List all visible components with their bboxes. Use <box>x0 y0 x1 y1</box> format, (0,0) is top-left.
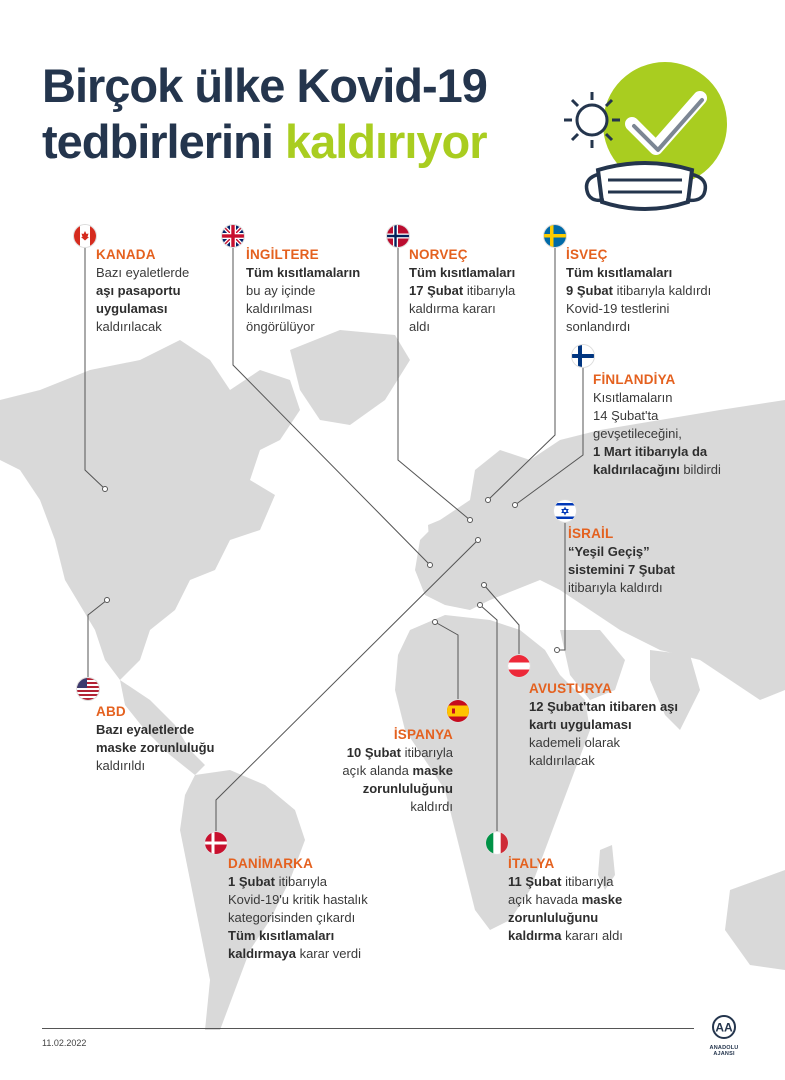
info-line: “Yeşil Geçiş” <box>568 544 650 559</box>
country-block-ispanya <box>300 726 453 816</box>
info-line: kaldırılacak <box>529 753 595 768</box>
info-line: Tüm kısıtlamaları <box>409 265 516 280</box>
uk-flag-icon <box>222 225 244 247</box>
info-line: kaldırıldı <box>96 758 146 773</box>
info-line: Kovid-19 testlerini <box>566 301 670 316</box>
info-line: sistemini 7 Şubat <box>568 562 675 577</box>
italy-flag-icon <box>486 832 508 854</box>
info-line: itibarıyla kaldırdı <box>568 580 663 595</box>
country-name: NORVEÇ <box>409 247 468 262</box>
country-block-finlandiya <box>593 371 721 479</box>
info-line: kademeli olarak <box>529 735 621 750</box>
info-line: 12 Şubat'tan itibaren aşı <box>529 699 679 714</box>
info-line: kategorisinden çıkardı <box>228 910 356 925</box>
info-line: Kovid-19'u kritik hastalık <box>228 892 368 907</box>
info-line: 10 Şubat itibarıyla <box>346 745 453 760</box>
info-line: Bazı eyaletlerde <box>96 265 190 280</box>
country-name: İNGİLTERE <box>246 247 319 262</box>
austria-flag-icon <box>508 655 530 677</box>
info-line: Kısıtlamaların <box>593 390 673 405</box>
info-line: 1 Şubat itibarıyla <box>228 874 328 889</box>
title-line-2 <box>42 114 487 170</box>
logo-letters: AA <box>715 1020 733 1035</box>
country-name: AVUSTURYA <box>529 681 613 696</box>
country-name: KANADA <box>96 247 156 262</box>
info-line: aldı <box>409 319 430 334</box>
country-block-israil <box>568 525 675 597</box>
title-line-1: Birçok ülke Kovid-19 <box>42 59 487 112</box>
sweden-flag-icon <box>544 225 566 247</box>
country-name: DANİMARKA <box>228 856 314 871</box>
country-name: İSRAİL <box>568 526 614 541</box>
country-block-norvec <box>409 246 515 336</box>
finland-flag-icon <box>572 345 594 367</box>
info-line: 9 Şubat itibarıyla kaldırdı <box>566 283 712 298</box>
country-name: ABD <box>96 704 126 719</box>
agency-logo <box>700 1015 748 1057</box>
country-block-avusturya <box>529 680 678 770</box>
info-line: Tüm kısıtlamaları <box>228 928 335 943</box>
country-name: İTALYA <box>508 856 555 871</box>
info-line: 1 Mart itibarıyla da <box>593 444 708 459</box>
info-line: kaldırılacağını bildirdi <box>593 462 721 477</box>
title-line-2-text: tedbirlerini <box>42 115 285 168</box>
country-block-abd <box>96 703 214 775</box>
info-line: maske zorunluluğu <box>96 740 215 755</box>
info-line: kartı uygulaması <box>529 717 632 732</box>
info-line: Bazı eyaletlerde <box>96 722 195 737</box>
country-block-isvec <box>566 246 711 336</box>
country-block-danimarka <box>228 855 368 963</box>
check-mask-virus-icon <box>560 52 740 222</box>
agency-name: ANADOLU AJANSI <box>709 1045 739 1057</box>
israel-flag-icon <box>554 500 576 522</box>
info-line: Tüm kısıtlamaların <box>246 265 361 280</box>
country-name: İSVEÇ <box>566 247 608 262</box>
info-line: aşı pasaportu <box>96 283 181 298</box>
info-line: zorunluluğunu <box>362 781 453 796</box>
usa-flag-icon <box>77 678 99 700</box>
spain-flag-icon <box>447 700 469 722</box>
country-block-kanada <box>96 246 189 336</box>
info-line: 11 Şubat itibarıyla <box>508 874 614 889</box>
canada-flag-icon <box>74 225 96 247</box>
info-line: kaldırmaya karar verdi <box>228 946 361 961</box>
info-line: gevşetileceğini, <box>593 426 682 441</box>
denmark-flag-icon <box>205 832 227 854</box>
publish-date: 11.02.2022 <box>42 1038 87 1048</box>
norway-flag-icon <box>387 225 409 247</box>
info-line: öngörülüyor <box>246 319 315 334</box>
info-line: zorunluluğunu <box>508 910 599 925</box>
aa-logo-icon <box>709 1015 739 1039</box>
info-line: 17 Şubat itibarıyla <box>409 283 516 298</box>
country-block-italya <box>508 855 623 945</box>
info-line: kaldırdı <box>410 799 453 814</box>
info-line: kaldırma kararı aldı <box>508 928 623 943</box>
info-line: kaldırılması <box>246 301 313 316</box>
country-name: FİNLANDİYA <box>593 372 676 387</box>
info-line: kaldırılacak <box>96 319 162 334</box>
info-line: 14 Şubat'ta <box>593 408 659 423</box>
country-block-ingiltere <box>246 246 360 336</box>
info-line: açık alanda maske <box>342 763 453 778</box>
info-line: Tüm kısıtlamaları <box>566 265 673 280</box>
country-name: İSPANYA <box>393 727 453 742</box>
info-line: sonlandırdı <box>566 319 631 334</box>
info-line: bu ay içinde <box>246 283 316 298</box>
title-accent: kaldırıyor <box>284 115 487 168</box>
info-line: kaldırma kararı <box>409 301 496 316</box>
page-title <box>42 58 487 170</box>
info-line: açık havada maske <box>508 892 623 907</box>
info-line: uygulaması <box>96 301 168 316</box>
footer-divider <box>42 1028 694 1029</box>
